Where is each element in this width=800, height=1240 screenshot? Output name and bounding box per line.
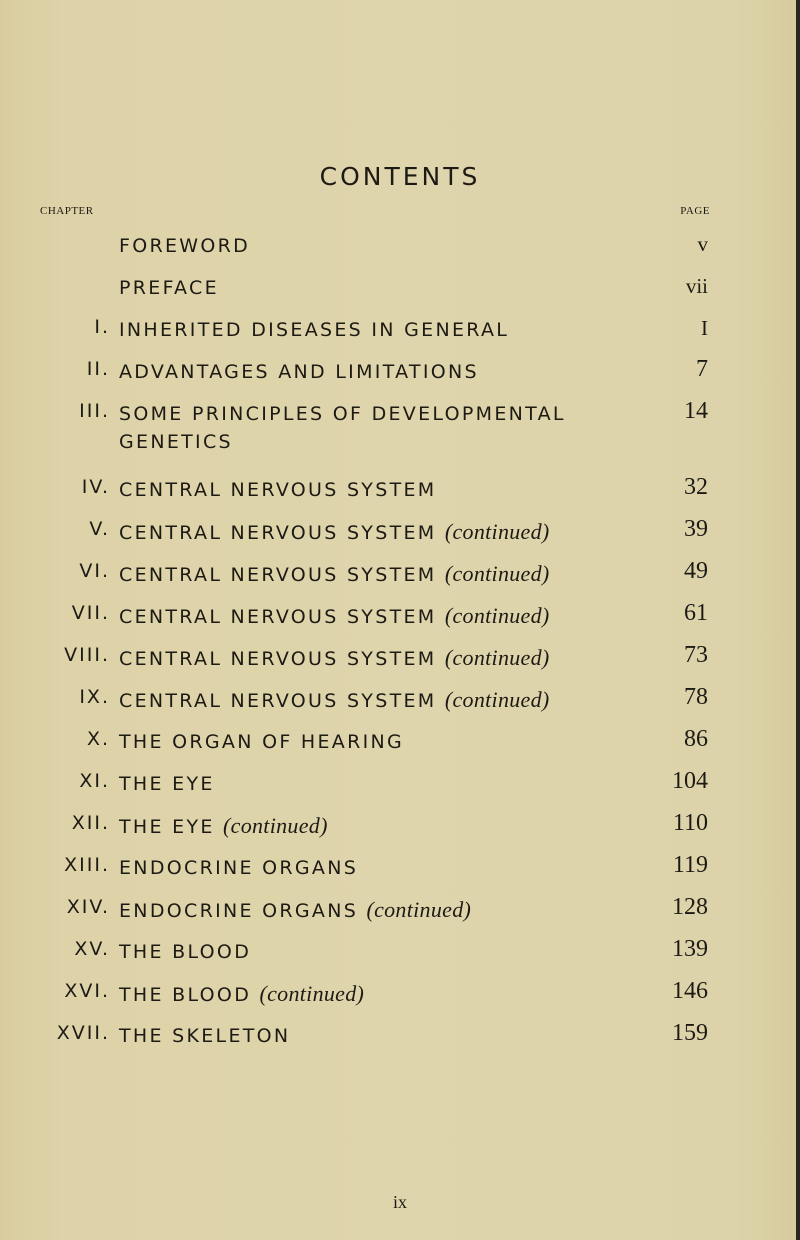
continued-note: (continued): [444, 603, 550, 628]
page-number: 61: [684, 600, 708, 626]
folio-page-number: ix: [392, 1192, 407, 1212]
chapter-number: XVII.: [56, 1022, 110, 1044]
page-number: 14: [684, 398, 708, 424]
toc-entry: [0, 686, 800, 720]
chapter-title: THE BLOOD: [119, 941, 252, 963]
chapter-number: X.: [86, 728, 110, 750]
page-number: v: [697, 232, 708, 256]
page-number: 73: [684, 642, 708, 668]
chapter-number: VI.: [79, 560, 110, 582]
chapter-title: SOME PRINCIPLES OF DEVELOPMENTAL GENETICS: [119, 403, 566, 453]
continued-note: (continued): [444, 519, 550, 544]
page-number: 146: [672, 978, 708, 1004]
chapter-number: II.: [86, 358, 110, 380]
toc-entry: [0, 938, 800, 972]
toc-entry: [0, 358, 800, 392]
page-number: I: [701, 316, 708, 340]
toc-entry: [0, 812, 800, 846]
continued-note: (continued): [444, 561, 550, 586]
toc-entry: [0, 980, 800, 1014]
page-number: 128: [672, 894, 708, 920]
page-number: vii: [685, 274, 708, 298]
chapter-title: INHERITED DISEASES IN GENERAL: [119, 319, 510, 341]
chapter-number: XVI.: [64, 980, 110, 1002]
toc-entry: [0, 896, 800, 930]
chapter-number: XI.: [79, 770, 110, 792]
toc-entry: [0, 770, 800, 804]
toc-entry: [0, 1022, 800, 1056]
page-number: 159: [672, 1020, 708, 1046]
page-number: 86: [684, 726, 708, 752]
continued-note: (continued): [366, 897, 472, 922]
chapter-title: ADVANTAGES AND LIMITATIONS: [119, 361, 479, 383]
chapter-title: PREFACE: [119, 277, 219, 299]
toc-entry: [0, 316, 800, 350]
chapter-number: XII.: [71, 812, 110, 834]
page-number: 7: [696, 356, 708, 382]
chapter-title: CENTRAL NERVOUS SYSTEM (continued): [119, 603, 550, 628]
chapter-title: CENTRAL NERVOUS SYSTEM (continued): [119, 561, 550, 586]
page-number: 119: [672, 852, 708, 878]
toc-entry: [0, 476, 800, 510]
toc-entry: [0, 232, 800, 266]
toc-entry: [0, 560, 800, 594]
chapter-title: CENTRAL NERVOUS SYSTEM (continued): [119, 519, 550, 544]
toc-entry: [0, 398, 800, 453]
chapter-number: I.: [94, 316, 110, 338]
toc-entry: [0, 274, 800, 308]
toc-entry: [0, 602, 800, 636]
chapter-number: XIII.: [64, 854, 110, 876]
page-number: 78: [684, 684, 708, 710]
chapter-number: XIV.: [66, 896, 110, 918]
chapter-number: III.: [79, 400, 110, 422]
continued-note: (continued): [444, 687, 550, 712]
continued-note: (continued): [223, 813, 328, 838]
chapter-number: XV.: [74, 938, 110, 960]
chapter-title: ENDOCRINE ORGANS: [119, 857, 359, 879]
chapter-title: FOREWORD: [119, 235, 251, 257]
continued-note: (continued): [259, 981, 365, 1006]
toc-entry: [0, 854, 800, 888]
toc-entry: [0, 728, 800, 762]
page-column-header: PAGE: [680, 205, 710, 217]
page-number: 39: [684, 516, 708, 542]
chapter-title: THE SKELETON: [119, 1025, 291, 1047]
page-number: 139: [672, 936, 708, 962]
chapter-column-header: CHAPTER: [40, 205, 94, 217]
contents-title: CONTENTS: [319, 162, 481, 191]
chapter-number: V.: [89, 518, 110, 540]
chapter-title: CENTRAL NERVOUS SYSTEM (continued): [119, 645, 550, 670]
chapter-title: CENTRAL NERVOUS SYSTEM (continued): [119, 687, 550, 712]
continued-note: (continued): [444, 645, 550, 670]
chapter-number: VIII.: [64, 644, 110, 666]
chapter-number: IX.: [79, 686, 110, 708]
page-number: 104: [672, 768, 708, 794]
page-number: 32: [684, 474, 708, 500]
chapter-title: CENTRAL NERVOUS SYSTEM: [119, 479, 437, 501]
chapter-title: THE EYE: [119, 773, 215, 795]
toc-entry: [0, 518, 800, 552]
page-number: 49: [684, 558, 708, 584]
page-number: 110: [672, 810, 708, 836]
chapter-title: THE BLOOD (continued): [119, 981, 365, 1006]
chapter-title: THE ORGAN OF HEARING: [119, 731, 405, 753]
toc-entry: [0, 644, 800, 678]
chapter-title: ENDOCRINE ORGANS (continued): [119, 897, 472, 922]
chapter-number: VII.: [71, 602, 110, 624]
chapter-title: THE EYE (continued): [119, 813, 328, 838]
chapter-number: IV.: [81, 476, 110, 498]
